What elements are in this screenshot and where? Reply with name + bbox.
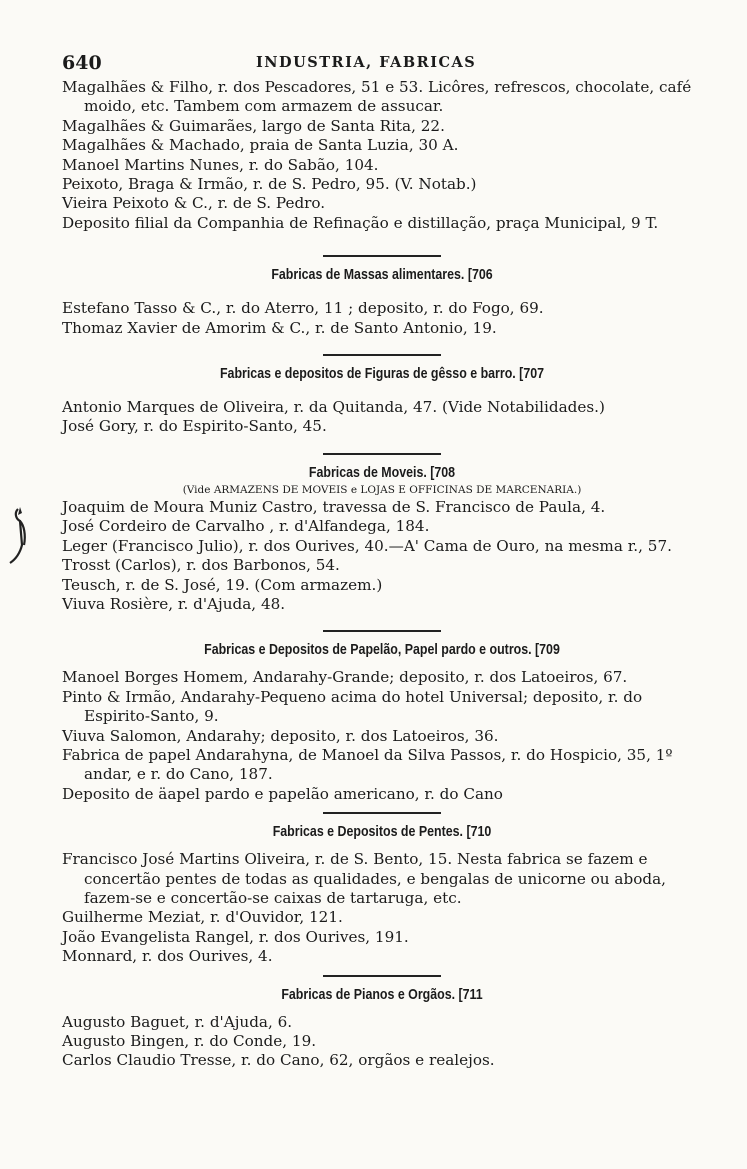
section-title-pianos bbox=[110, 985, 654, 1005]
entry: Magalhães & Filho, r. dos Pescadores, 51 e 53. Licôres, refrescos, chocolate, café moido, etc. Tambem com armazem de assucar. bbox=[62, 78, 692, 116]
page-number: 640 bbox=[62, 52, 102, 74]
section-title-massas bbox=[110, 265, 654, 285]
section-title-text: Fabricas e Depositos de Papelão, Papel pardo e outros. bbox=[204, 642, 532, 659]
entry: Viuva Rosière, r. d'Ajuda, 48. bbox=[62, 594, 286, 613]
entry: Augusto Bingen, r. do Conde, 19. bbox=[62, 1032, 317, 1050]
section-title-text: Fabricas e depositos de Figuras de gêsso e barro. bbox=[219, 366, 516, 383]
entry: Pinto & Irmão, Andarahy-Pequeno acima do hotel Universal; deposito, r. do Espirito-Santo, 9. bbox=[62, 687, 643, 726]
entry: João Evangelista Rangel, r. dos Ourives, 191. bbox=[62, 927, 409, 946]
running-head: INDUSTRIA, FABRICAS bbox=[256, 54, 477, 71]
top-entries bbox=[62, 78, 702, 233]
entry: Joaquim de Moura Muniz Castro, travessa de S. Francisco de Paula, 4. bbox=[62, 497, 606, 516]
section-number: [709 bbox=[535, 642, 560, 659]
entry: Guilherme Meziat, r. d'Ouvidor, 121. bbox=[62, 908, 343, 927]
section-title-text: Fabricas de Massas alimentares. bbox=[271, 267, 465, 284]
margin-bracket-mark bbox=[8, 505, 34, 569]
section-title-text: Fabricas e Depositos de Pentes. bbox=[272, 824, 463, 841]
section-title-text: Fabricas de Pianos e Orgãos. bbox=[281, 986, 456, 1003]
entry: Deposito de äapel pardo e papelão americano, r. do Cano bbox=[62, 784, 503, 803]
entry: Francisco José Martins Oliveira, r. de S. Bento, 15. Nesta fabrica se fazem e concertão pentes de todas as qualidades, e bengalas de unicorne ou aboda, fazem-se e concertão-se caixas de tartaruga, etc. bbox=[62, 850, 666, 907]
entry: Monnard, r. dos Ourives, 4. bbox=[62, 947, 273, 966]
entry: Vieira Peixoto & C., r. de S. Pedro. bbox=[62, 194, 326, 213]
entry: Estefano Tasso & C., r. do Aterro, 11 ; deposito, r. do Fogo, 69. bbox=[62, 299, 544, 318]
page bbox=[62, 52, 702, 1071]
entry: Augusto Baguet, r. d'Ajuda, 6. bbox=[62, 1012, 293, 1031]
section-number: [710 bbox=[466, 824, 492, 841]
entry: Magalhães & Guimarães, largo de Santa Rita, 22. bbox=[62, 116, 445, 135]
entry: Antonio Marques de Oliveira, r. da Quitanda, 47. (Vide Notabilidades.) bbox=[62, 398, 605, 417]
section-title-text: Fabricas de Moveis. bbox=[308, 464, 427, 481]
entry: Thomaz Xavier de Amorim & C., r. de Santo Antonio, 19. bbox=[62, 318, 497, 337]
section-number: [708 bbox=[430, 464, 456, 481]
entry: José Cordeiro de Carvalho , r. d'Alfandega, 184. bbox=[62, 517, 430, 536]
entry: Carlos Claudio Tresse, r. do Cano, 62, orgãos e realejos. bbox=[62, 1051, 495, 1070]
entry: Trosst (Carlos), r. dos Barbonos, 54. bbox=[62, 556, 340, 575]
entry: José Gory, r. do Espirito-Santo, 45. bbox=[62, 417, 327, 436]
section-title-figuras bbox=[110, 364, 654, 384]
page-header bbox=[62, 52, 702, 78]
section-title-pentes bbox=[110, 822, 654, 842]
section-number: [706 bbox=[467, 267, 493, 284]
section-number: [711 bbox=[458, 986, 483, 1003]
entry: Manoel Martins Nunes, r. do Sabão, 104. bbox=[62, 155, 379, 174]
entry: Fabrica de papel Andarahyna, de Manoel da Silva Passos, r. do Hospicio, 35, 1º andar, e r. do Cano, 187. bbox=[62, 745, 673, 784]
section-number: [707 bbox=[519, 366, 545, 383]
entry: Magalhães & Machado, praia de Santa Luzia, 30 A. bbox=[62, 136, 459, 155]
entry: Leger (Francisco Julio), r. dos Ourives, 40.—A' Cama de Ouro, na mesma r., 57. bbox=[62, 536, 672, 555]
section-title-papelao bbox=[110, 640, 654, 660]
entry: Teusch, r. de S. José, 19. (Com armazem.) bbox=[62, 575, 383, 594]
section-title-moveis bbox=[110, 463, 654, 483]
entry: Viuva Salomon, Andarahy; deposito, r. dos Latoeiros, 36. bbox=[62, 726, 499, 745]
entry: Manoel Borges Homem, Andarahy-Grande; deposito, r. dos Latoeiros, 67. bbox=[62, 668, 628, 687]
section-note: (Vide ARMAZENS DE MOVEIS e LOJAS E OFFICINAS DE MARCENARIA.) bbox=[182, 483, 582, 496]
entry: Peixoto, Braga & Irmão, r. de S. Pedro, 95. (V. Notab.) bbox=[62, 175, 477, 194]
entry: Deposito filial da Companhia de Refinação e distillação, praça Municipal, 9 T. bbox=[62, 213, 659, 232]
